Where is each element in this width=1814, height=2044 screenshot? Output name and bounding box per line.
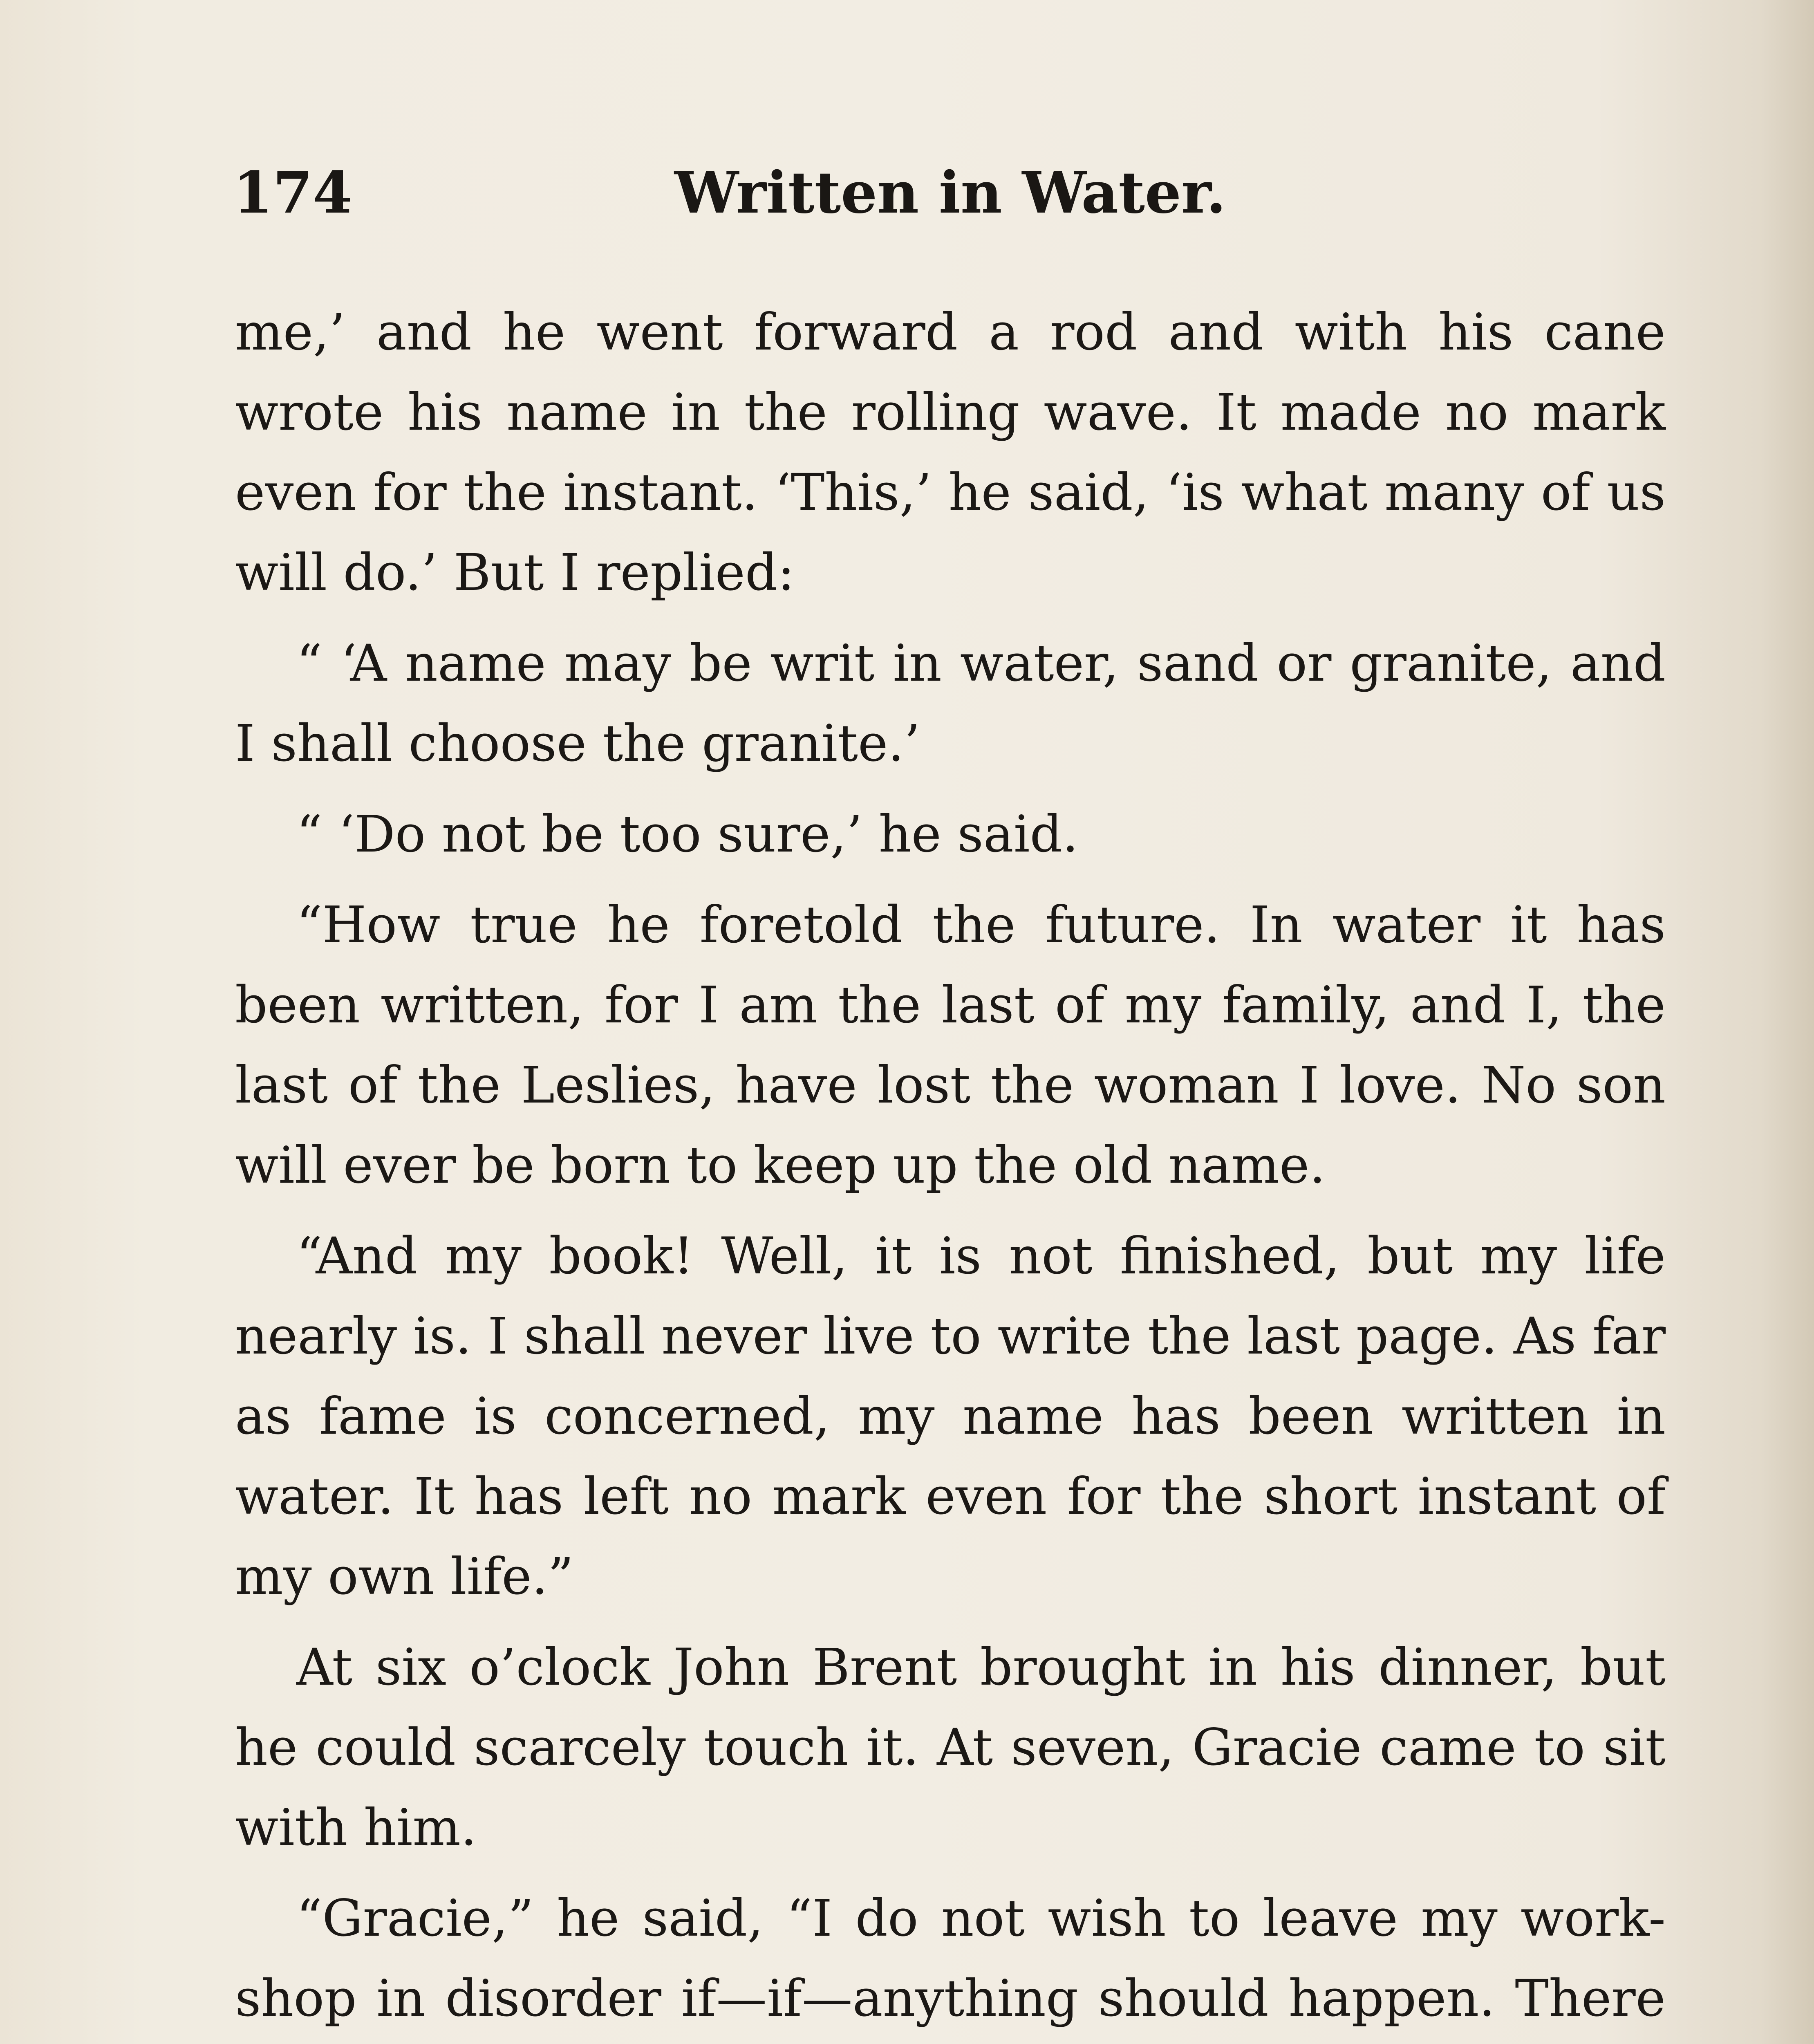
body-text (235, 292, 1666, 2044)
paragraph: “ ‘A name may be writ in water, sand or granite, and I shall choose the granite.’ (235, 634, 1666, 773)
paragraph: “And my book! Well, it is not finished, but my life nearly is. I shall never live to write the last page. As far as fame is concerned, my name has been written in water. It has left no mark even for the short instant of my own life.” (235, 1227, 1666, 1606)
paragraph: “How true he foretold the future. In water it has been written, for I am the last of my family, and I, the last of the Leslies, have lost the woman I love. No son will ever be born to keep up the old name. (235, 896, 1666, 1195)
paragraph: At six o’clock John Brent brought in his dinner, but he could scarcely touch it. At seven, Gracie came to sit with him. (235, 1638, 1666, 1857)
paragraph: “ ‘Do not be too sure,’ he said. (296, 805, 1079, 864)
paragraph: me,’ and he went forward a rod and with his cane wrote his name in the rolling wave. It made no mark even for the instant. ‘This,’ he said, ‘is what many of us will do.’ But I replied: (235, 303, 1666, 602)
page-number: 174 (233, 159, 353, 226)
paragraph: “Gracie,” he said, “I do not wish to leave my work-shop in disorder if—if—anything should happen. There (235, 1889, 1666, 2028)
running-title: Written in Water. (674, 159, 1226, 226)
page-header (233, 151, 1672, 249)
